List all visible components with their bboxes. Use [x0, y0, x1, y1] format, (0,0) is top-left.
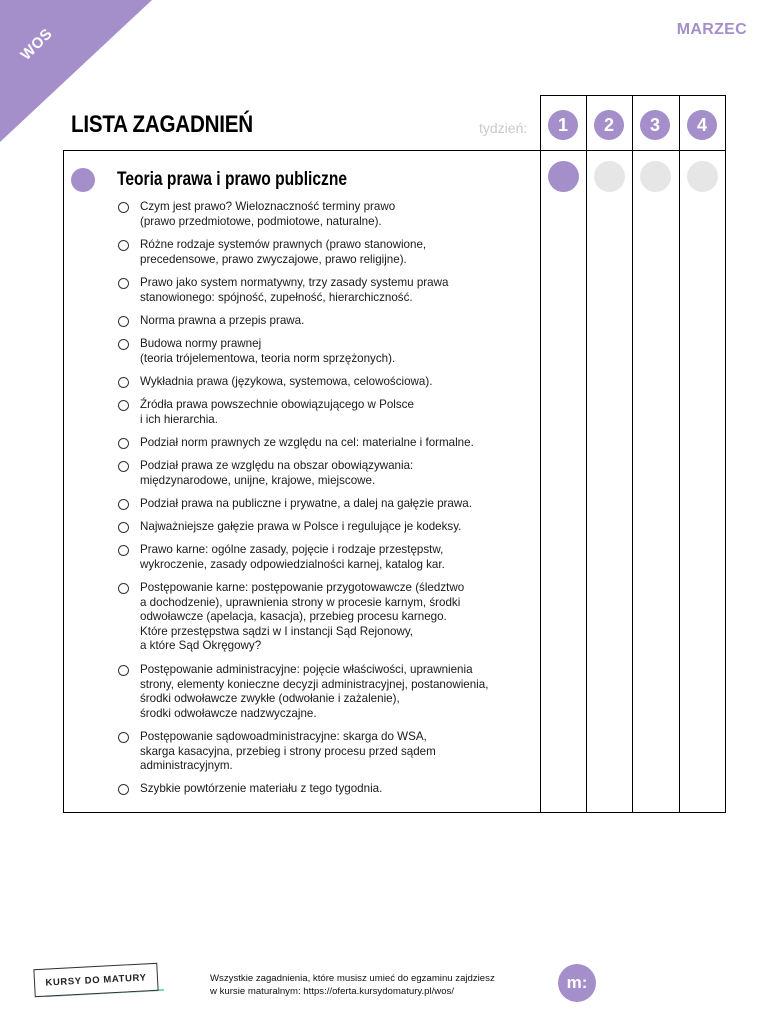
topic-text: Najważniejsze gałęzie prawa w Polsce i regulujące je kodeksy. [140, 520, 462, 533]
table-divider [63, 150, 64, 813]
week-3-status-toggle[interactable] [640, 161, 671, 192]
week-4-status-toggle[interactable] [687, 161, 718, 192]
topic-text: Źródła prawa powszechnie obowiązującego w Polsce i ich hierarchia. [140, 398, 414, 426]
topic-text: Podział prawa ze względu na obszar obowiązywania: międzynarodowe, unijne, krajowe, miejscowe. [140, 459, 414, 487]
table-divider [63, 812, 726, 813]
month-label: MARZEC [676, 21, 747, 38]
circle-checkbox-icon[interactable] [118, 377, 129, 388]
circle-checkbox-icon[interactable] [118, 339, 129, 350]
topic-text: Postępowanie sądowoadministracyjne: skarga do WSA, skarga kasacyjna, przebieg i strony procesu przed sądem administracyjnym. [140, 730, 436, 773]
table-divider [586, 95, 587, 813]
footer-text: Wszystkie zagadnienia, które musisz umieć do egzaminu zajdziesz w kursie maturalnym: https://oferta.kursydomatury.pl/wos/ [210, 973, 495, 997]
table-divider [725, 95, 726, 813]
topic-text: Podział norm prawnych ze względu na cel: materialne i formalne. [140, 436, 474, 449]
circle-checkbox-icon[interactable] [118, 400, 129, 411]
week-4-number: 4 [687, 110, 717, 140]
week-1-number: 1 [548, 110, 578, 140]
topic-text: Czym jest prawo? Wieloznaczność terminy prawo (prawo przedmiotowe, podmiotowe, naturalne). [140, 200, 396, 228]
topic-text: Postępowanie karne: postępowanie przygotowawcze (śledztwo a dochodzenie), uprawnienia strony w procesie karnym, środki odwoławcze (apelacja, kasacja), przebieg procesu karnego. Które przestępstwa sądzi w I instancji Sąd Rejonowy, a które Sąd Okręgowy? [140, 581, 465, 653]
week-2-number: 2 [594, 110, 624, 140]
circle-checkbox-icon[interactable] [118, 732, 129, 743]
subject-label: WOS [17, 25, 56, 64]
circle-checkbox-icon[interactable] [118, 240, 129, 251]
circle-checkbox-icon[interactable] [118, 316, 129, 327]
circle-checkbox-icon[interactable] [118, 499, 129, 510]
week-3-number: 3 [640, 110, 670, 140]
topic-text: Prawo karne: ogólne zasady, pojęcie i rodzaje przestępstw, wykroczenie, zasady odpowiedzialności karnej, katalog kar. [140, 543, 445, 571]
circle-checkbox-icon[interactable] [118, 461, 129, 472]
page-title: LISTA ZAGADNIEŃ [71, 111, 253, 138]
week-1-status-toggle[interactable] [548, 161, 579, 192]
topic-text: Budowa normy prawnej (teoria trójelementowa, teoria norm sprzężonych). [140, 337, 396, 365]
topic-text: Prawo jako system normatywny, trzy zasady systemu prawa stanowionego: spójność, zupełność, hierarchiczność. [140, 276, 449, 304]
table-divider [63, 150, 726, 151]
circle-checkbox-icon[interactable] [118, 522, 129, 533]
topic-text: Szybkie powtórzenie materiału z tego tygodnia. [140, 782, 383, 795]
filled-circle-icon [71, 168, 95, 192]
kursy-logo: KURSY DO MATURY [33, 963, 158, 997]
topic-text: Wykładnia prawa (językowa, systemowa, celowościowa). [140, 375, 433, 388]
circle-checkbox-icon[interactable] [118, 438, 129, 449]
brand-mark-icon: m: [558, 964, 596, 1002]
topic-text: Podział prawa na publiczne i prywatne, a dalej na gałęzie prawa. [140, 497, 472, 510]
topic-text: Norma prawna a przepis prawa. [140, 314, 305, 327]
circle-checkbox-icon[interactable] [118, 583, 129, 594]
topic-text: Różne rodzaje systemów prawnych (prawo stanowione, precedensowe, prawo zwyczajowe, prawo religijne). [140, 238, 427, 266]
week-2-status-toggle[interactable] [594, 161, 625, 192]
circle-checkbox-icon[interactable] [118, 202, 129, 213]
circle-checkbox-icon[interactable] [118, 278, 129, 289]
circle-checkbox-icon[interactable] [118, 665, 129, 676]
table-divider [540, 95, 541, 813]
section-title: Teoria prawa i prawo publiczne [117, 169, 347, 190]
table-divider [540, 95, 726, 96]
topic-text: Postępowanie administracyjne: pojęcie właściwości, uprawnienia strony, elementy konieczne decyzji administracyjnej, postanowienia, środki odwoławcze zwykłe (odwołanie i zażalenie), środki odwoławcze nadzwyczajne. [140, 663, 489, 720]
circle-checkbox-icon[interactable] [118, 784, 129, 795]
circle-checkbox-icon[interactable] [118, 545, 129, 556]
week-label: tydzień: [479, 120, 528, 136]
table-divider [632, 95, 633, 813]
table-divider [679, 95, 680, 813]
